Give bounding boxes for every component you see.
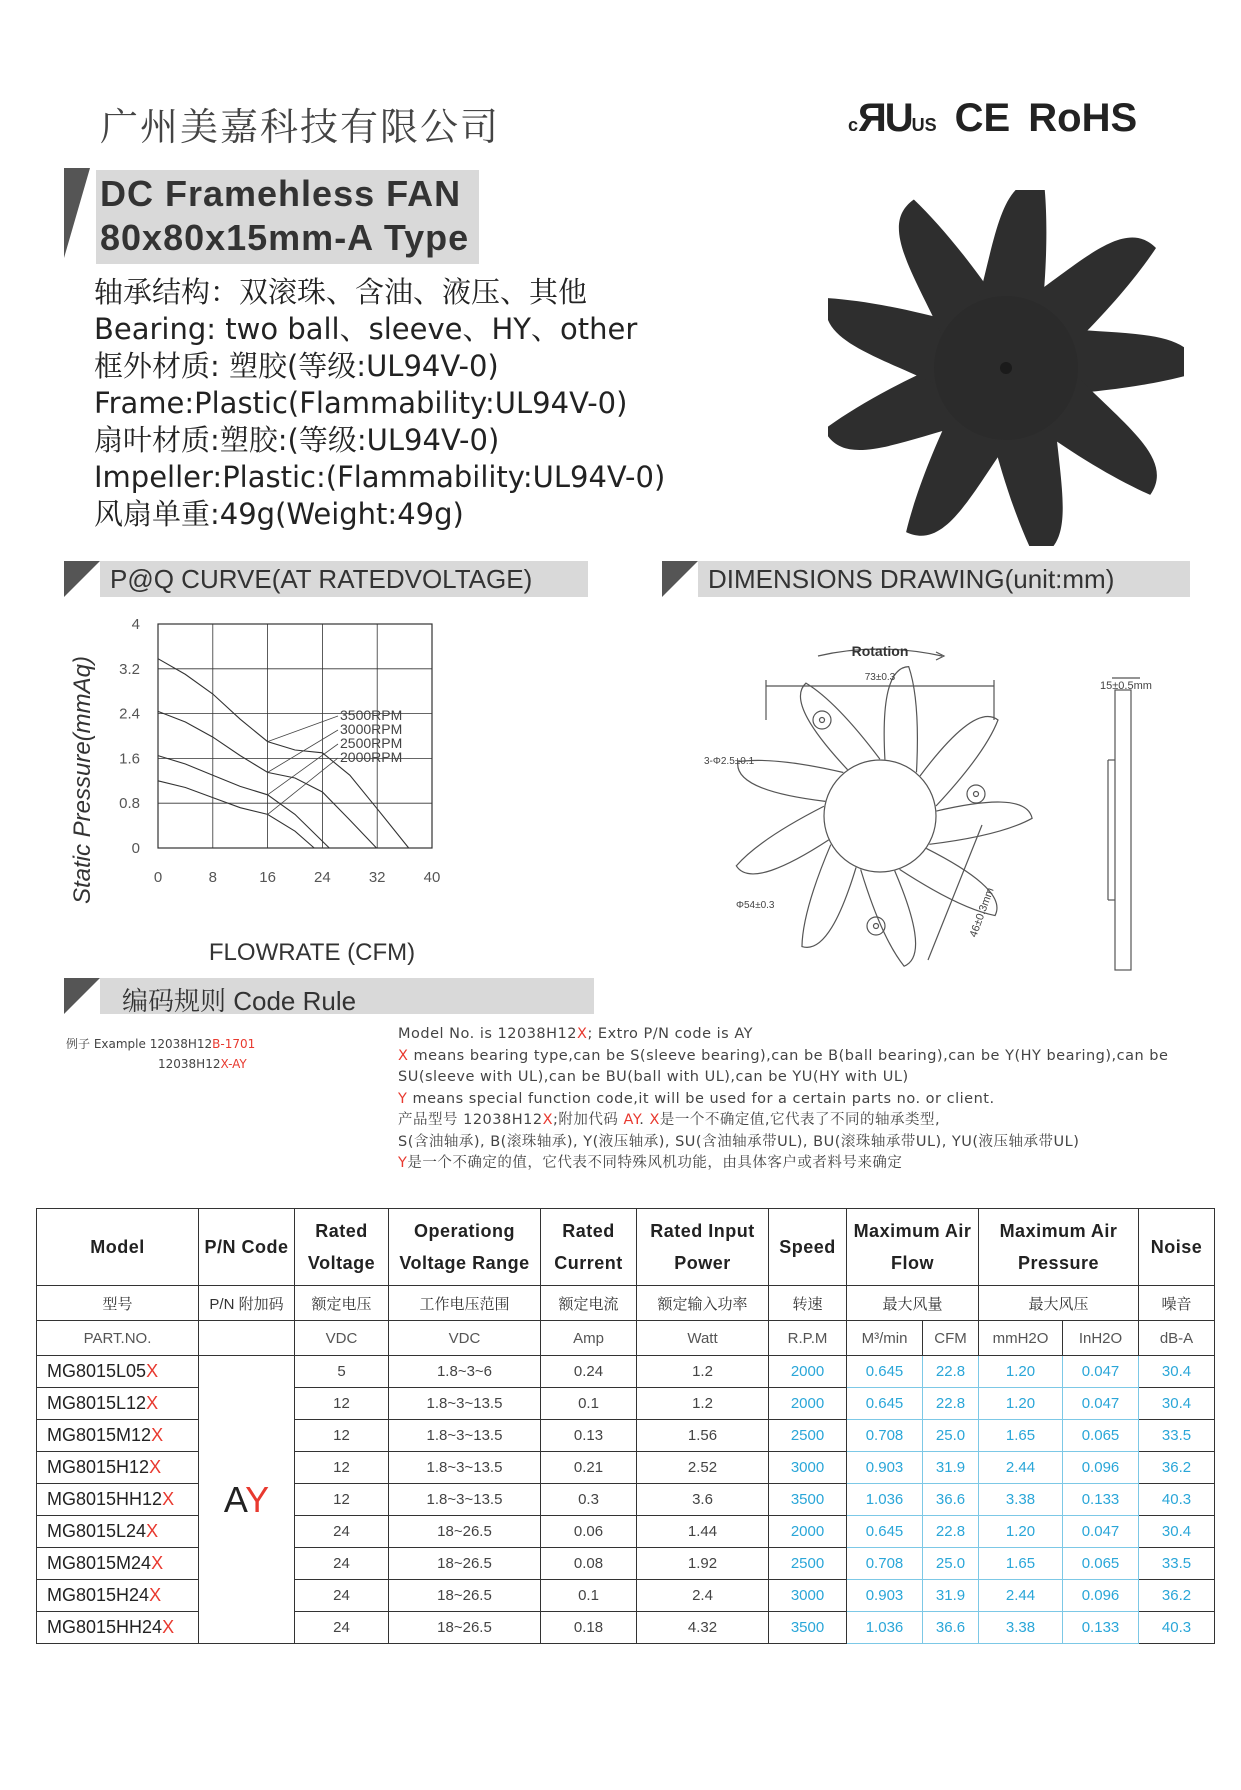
col-header-cn: 工作电压范围: [389, 1286, 541, 1321]
cell-mmh2o: 3.38: [979, 1484, 1063, 1516]
cell-cfm: 31.9: [923, 1452, 979, 1484]
cell-mmh2o: 1.65: [979, 1420, 1063, 1452]
cell-inh2o: 0.133: [1063, 1484, 1139, 1516]
drawing-blade: [830, 856, 947, 968]
code-rule-line: Y means special function code,it will be used for a certain parts no. or client.: [398, 1090, 995, 1107]
cell-cfm: 25.0: [923, 1420, 979, 1452]
cell-rpm: 3000: [769, 1452, 847, 1484]
cell-mmh2o: 1.20: [979, 1516, 1063, 1548]
col-header-cn: 额定电压: [295, 1286, 389, 1321]
cell-m3: 0.903: [847, 1580, 923, 1612]
cell-range: 1.8~3~13.5: [389, 1484, 541, 1516]
col-header: Speed: [769, 1209, 847, 1286]
example-2-suffix: X-AY: [220, 1057, 247, 1071]
unit-cell: R.P.M: [769, 1321, 847, 1356]
cell-amp: 0.18: [541, 1612, 637, 1644]
code-rule-line: SU(sleeve with UL),can be BU(ball with UL),can be YU(HY with UL): [398, 1069, 909, 1085]
certification-logos: [848, 96, 1137, 141]
x-tick-label: 40: [423, 869, 441, 886]
cell-range: 18~26.5: [389, 1548, 541, 1580]
y-axis-label: Static Pressure(mmAq): [69, 655, 96, 905]
col-header-cn: 最大风压: [979, 1286, 1139, 1321]
cell-mmh2o: 1.20: [979, 1388, 1063, 1420]
x-axis-label: FLOWRATE (CFM): [208, 939, 416, 966]
spec-impeller-en: Impeller:Plastic:(Flammability:UL94V-0): [94, 460, 666, 494]
cell-range: 18~26.5: [389, 1516, 541, 1548]
model-cell: MG8015M24X: [37, 1548, 199, 1580]
cell-watt: 1.44: [637, 1516, 769, 1548]
hub-label: Φ54±0.3: [736, 900, 775, 911]
cell-amp: 0.21: [541, 1452, 637, 1484]
cell-m3: 0.645: [847, 1516, 923, 1548]
diag-label: 46±0.3mm: [967, 886, 997, 940]
drawing-blade: [920, 717, 998, 806]
cell-mmh2o: 2.44: [979, 1580, 1063, 1612]
spec-list: [94, 274, 665, 533]
code-rule-example: [66, 1034, 255, 1074]
pq-curve-title: P@Q CURVE(AT RATEDVOLTAGE): [110, 564, 533, 594]
drawing-blade: [773, 839, 877, 950]
cell-db: 30.4: [1139, 1516, 1215, 1548]
spec-bearing-cn: 轴承结构：双滚珠、含油、液压、其他: [94, 275, 588, 309]
legend-entry-2500RPM: 2500RPM: [340, 735, 403, 751]
code-rule-title: 编码规则 Code Rule: [122, 986, 357, 1016]
cell-cfm: 22.8: [923, 1388, 979, 1420]
cell-range: 1.8~3~13.5: [389, 1452, 541, 1484]
legend-leader: [268, 716, 338, 742]
table-row: [37, 1356, 1215, 1388]
x-tick-label: 24: [314, 869, 331, 886]
cell-m3: 0.645: [847, 1356, 923, 1388]
cell-amp: 0.08: [541, 1548, 637, 1580]
col-header-cn: 噪音: [1139, 1286, 1215, 1321]
unit-cell: mmH2O: [979, 1321, 1063, 1356]
unit-cell: VDC: [295, 1321, 389, 1356]
width-label: 73±0.3: [864, 672, 896, 683]
unit-cell: Watt: [637, 1321, 769, 1356]
cell-mmh2o: 1.65: [979, 1548, 1063, 1580]
y-tick-label: 4: [131, 616, 140, 633]
col-header: Rated Input Power: [637, 1209, 769, 1286]
cell-db: 40.3: [1139, 1612, 1215, 1644]
cell-rpm: 2500: [769, 1548, 847, 1580]
dimensions-drawing: [660, 620, 1190, 990]
cell-m3: 0.903: [847, 1452, 923, 1484]
y-tick-label: 0.8: [119, 795, 140, 813]
cell-watt: 1.56: [637, 1420, 769, 1452]
cell-v: 12: [295, 1452, 389, 1484]
col-header: Operationg Voltage Range: [389, 1209, 541, 1286]
cell-inh2o: 0.133: [1063, 1612, 1139, 1644]
col-header-cn: 额定电流: [541, 1286, 637, 1321]
col-header: P/N Code: [199, 1209, 295, 1286]
cell-cfm: 36.6: [923, 1484, 979, 1516]
holes-label: 3-Φ2.5±0.1: [704, 756, 755, 767]
cell-cfm: 22.8: [923, 1356, 979, 1388]
cell-range: 18~26.5: [389, 1612, 541, 1644]
col-header-cn: 型号: [37, 1286, 199, 1321]
cell-v: 24: [295, 1580, 389, 1612]
cell-amp: 0.06: [541, 1516, 637, 1548]
example-2: 12038H12: [158, 1057, 221, 1071]
col-header: Rated Current: [541, 1209, 637, 1286]
unit-cell: dB-A: [1139, 1321, 1215, 1356]
col-header: Maximum Air Flow: [847, 1209, 979, 1286]
cell-v: 24: [295, 1612, 389, 1644]
x-tick-label: 0: [153, 869, 163, 886]
col-header: Noise: [1139, 1209, 1215, 1286]
rotation-label: Rotation: [851, 643, 909, 659]
model-cell: MG8015L24X: [37, 1516, 199, 1548]
cell-db: 30.4: [1139, 1356, 1215, 1388]
cell-range: 1.8~3~13.5: [389, 1420, 541, 1452]
unit-cell: VDC: [389, 1321, 541, 1356]
cell-mmh2o: 3.38: [979, 1612, 1063, 1644]
title-line-2: 80x80x15mm-A Type: [100, 217, 470, 258]
y-tick-label: 3.2: [119, 660, 140, 678]
code-rule-line: Y是一个不确定的值，它代表不同特殊风机功能，由具体客户或者料号来确定: [398, 1155, 903, 1171]
cell-rpm: 2000: [769, 1356, 847, 1388]
x-tick-label: 16: [259, 869, 276, 886]
legend-entry-3500RPM: 3500RPM: [340, 707, 403, 723]
dimensions-header: [662, 561, 1190, 597]
model-cell: MG8015L12X: [37, 1388, 199, 1420]
col-header-cn: 转速: [769, 1286, 847, 1321]
cell-db: 36.2: [1139, 1452, 1215, 1484]
cell-amp: 0.1: [541, 1388, 637, 1420]
company-name: 广州美嘉科技有限公司: [100, 105, 501, 149]
spec-weight: 风扇单重:49g(Weight:49g): [94, 497, 464, 531]
cell-v: 12: [295, 1388, 389, 1420]
x-tick-label: 8: [208, 869, 217, 886]
cell-watt: 1.92: [637, 1548, 769, 1580]
example-label: 例子 Example 12038H12: [66, 1037, 213, 1051]
legend-entry-2000RPM: 2000RPM: [340, 749, 403, 765]
unit-cell: Amp: [541, 1321, 637, 1356]
legend-entry-3000RPM: 3000RPM: [340, 721, 403, 737]
code-rule-header: [64, 978, 594, 1014]
cell-m3: 1.036: [847, 1484, 923, 1516]
cell-inh2o: 0.047: [1063, 1516, 1139, 1548]
cell-v: 24: [295, 1548, 389, 1580]
model-cell: MG8015H12X: [37, 1452, 199, 1484]
spec-frame-cn: 框外材质: 塑胶(等级:UL94V-0): [94, 349, 499, 383]
hub-outline: [824, 760, 936, 872]
x-tick-label: 32: [368, 869, 386, 886]
cell-rpm: 3500: [769, 1484, 847, 1516]
unit-cell: PART.NO.: [37, 1321, 199, 1356]
y-tick-label: 2.4: [119, 705, 140, 723]
mount-hole: [967, 785, 985, 803]
cell-db: 33.5: [1139, 1420, 1215, 1452]
cell-rpm: 3500: [769, 1612, 847, 1644]
cell-amp: 0.3: [541, 1484, 637, 1516]
mount-hole: [813, 711, 831, 729]
pn-code-cell: AY: [199, 1356, 295, 1644]
cell-rpm: 2000: [769, 1516, 847, 1548]
cell-v: 12: [295, 1420, 389, 1452]
cell-m3: 0.708: [847, 1420, 923, 1452]
side-view: [1115, 690, 1131, 970]
cell-db: 30.4: [1139, 1388, 1215, 1420]
cell-watt: 1.2: [637, 1388, 769, 1420]
col-header-cn: 额定输入功率: [637, 1286, 769, 1321]
cell-cfm: 36.6: [923, 1612, 979, 1644]
cell-watt: 2.4: [637, 1580, 769, 1612]
cell-m3: 0.708: [847, 1548, 923, 1580]
pq-chart: [56, 610, 576, 970]
cell-db: 40.3: [1139, 1484, 1215, 1516]
cell-mmh2o: 1.20: [979, 1356, 1063, 1388]
cell-inh2o: 0.047: [1063, 1388, 1139, 1420]
cell-cfm: 22.8: [923, 1516, 979, 1548]
code-rule-line: Model No. is 12038H12X; Extro P/N code is AY: [398, 1026, 753, 1042]
cell-cfm: 31.9: [923, 1580, 979, 1612]
cert-us-mark: US: [911, 115, 937, 135]
model-cell: MG8015HH24X: [37, 1612, 199, 1644]
code-rule-line: S(含油轴承), B(滚珠轴承), Y(液压轴承), SU(含油轴承带UL), BU(滚珠轴承带UL), YU(液压轴承带UL): [398, 1133, 1080, 1150]
model-cell: MG8015L05X: [37, 1356, 199, 1388]
spec-impeller-cn: 扇叶材质:塑胶:(等级:UL94V-0): [94, 423, 500, 457]
ul-logo-icon: ЯU: [858, 96, 912, 140]
drawing-blade: [789, 683, 891, 775]
cell-watt: 3.6: [637, 1484, 769, 1516]
cell-mmh2o: 2.44: [979, 1452, 1063, 1484]
pq-curve-header: [64, 561, 588, 597]
title-line-1: DC Framehless FAN: [100, 173, 462, 214]
col-header: Maximum Air Pressure: [979, 1209, 1139, 1286]
unit-cell: CFM: [923, 1321, 979, 1356]
cell-amp: 0.24: [541, 1356, 637, 1388]
cell-m3: 0.645: [847, 1388, 923, 1420]
model-cell: MG8015M12X: [37, 1420, 199, 1452]
series-line-2500RPM: [158, 756, 329, 848]
unit-cell: M³/min: [847, 1321, 923, 1356]
pn-unit-cell: [199, 1321, 295, 1356]
cell-v: 12: [295, 1484, 389, 1516]
cell-amp: 0.13: [541, 1420, 637, 1452]
drawing-blade: [735, 719, 852, 831]
model-cell: MG8015H24X: [37, 1580, 199, 1612]
dimensions-title: DIMENSIONS DRAWING(unit:mm): [708, 564, 1115, 594]
diag-dimension-line: [928, 825, 982, 960]
series-line-2000RPM: [158, 781, 314, 848]
cell-watt: 2.52: [637, 1452, 769, 1484]
cell-rpm: 3000: [769, 1580, 847, 1612]
rohs-logo: RoHS: [1028, 96, 1138, 140]
cell-inh2o: 0.096: [1063, 1580, 1139, 1612]
cell-inh2o: 0.096: [1063, 1452, 1139, 1484]
cell-range: 18~26.5: [389, 1580, 541, 1612]
drawing-blade: [917, 765, 1034, 884]
product-title: [96, 170, 479, 264]
col-header-cn: P/N 附加码: [199, 1286, 295, 1321]
cell-v: 5: [295, 1356, 389, 1388]
spec-table: [36, 1208, 1215, 1644]
cell-rpm: 2000: [769, 1388, 847, 1420]
title-accent: [64, 168, 90, 258]
code-rule-description: [398, 1024, 1168, 1175]
cell-db: 36.2: [1139, 1580, 1215, 1612]
spec-bearing-en: Bearing: two ball、sleeve、HY、other: [94, 312, 638, 346]
col-header: Rated Voltage: [295, 1209, 389, 1286]
cell-cfm: 25.0: [923, 1548, 979, 1580]
thickness-label: 15±0.5mm: [1100, 680, 1152, 692]
cell-range: 1.8~3~13.5: [389, 1388, 541, 1420]
example-1-suffix: B-1701: [212, 1037, 256, 1051]
cell-inh2o: 0.065: [1063, 1420, 1139, 1452]
cell-watt: 4.32: [637, 1612, 769, 1644]
cell-range: 1.8~3~6: [389, 1356, 541, 1388]
unit-cell: InH2O: [1063, 1321, 1139, 1356]
model-cell: MG8015HH12X: [37, 1484, 199, 1516]
col-header: Model: [37, 1209, 199, 1286]
cell-amp: 0.1: [541, 1580, 637, 1612]
cell-inh2o: 0.047: [1063, 1356, 1139, 1388]
spec-table-wrap: [36, 1208, 1215, 1644]
mount-hole: [867, 917, 885, 935]
y-tick-label: 0: [131, 840, 140, 857]
cell-watt: 1.2: [637, 1356, 769, 1388]
cell-db: 33.5: [1139, 1548, 1215, 1580]
spec-frame-en: Frame:Plastic(Flammability:UL94V-0): [94, 386, 628, 420]
code-rule-line: X means bearing type,can be S(sleeve bearing),can be B(ball bearing),can be Y(HY bearing),can be: [398, 1047, 1169, 1064]
y-tick-label: 1.6: [119, 750, 140, 768]
code-rule-line: 产品型号 12038H12X;附加代码 AY. X是一个不确定值,它代表了不同的轴承类型,: [398, 1112, 941, 1128]
cell-v: 24: [295, 1516, 389, 1548]
cert-c-mark: c: [848, 115, 859, 135]
ce-logo-icon: CE: [954, 96, 1011, 140]
fan-photo: [828, 190, 1184, 546]
cell-rpm: 2500: [769, 1420, 847, 1452]
col-header-cn: 最大风量: [847, 1286, 979, 1321]
cell-inh2o: 0.065: [1063, 1548, 1139, 1580]
cell-m3: 1.036: [847, 1612, 923, 1644]
